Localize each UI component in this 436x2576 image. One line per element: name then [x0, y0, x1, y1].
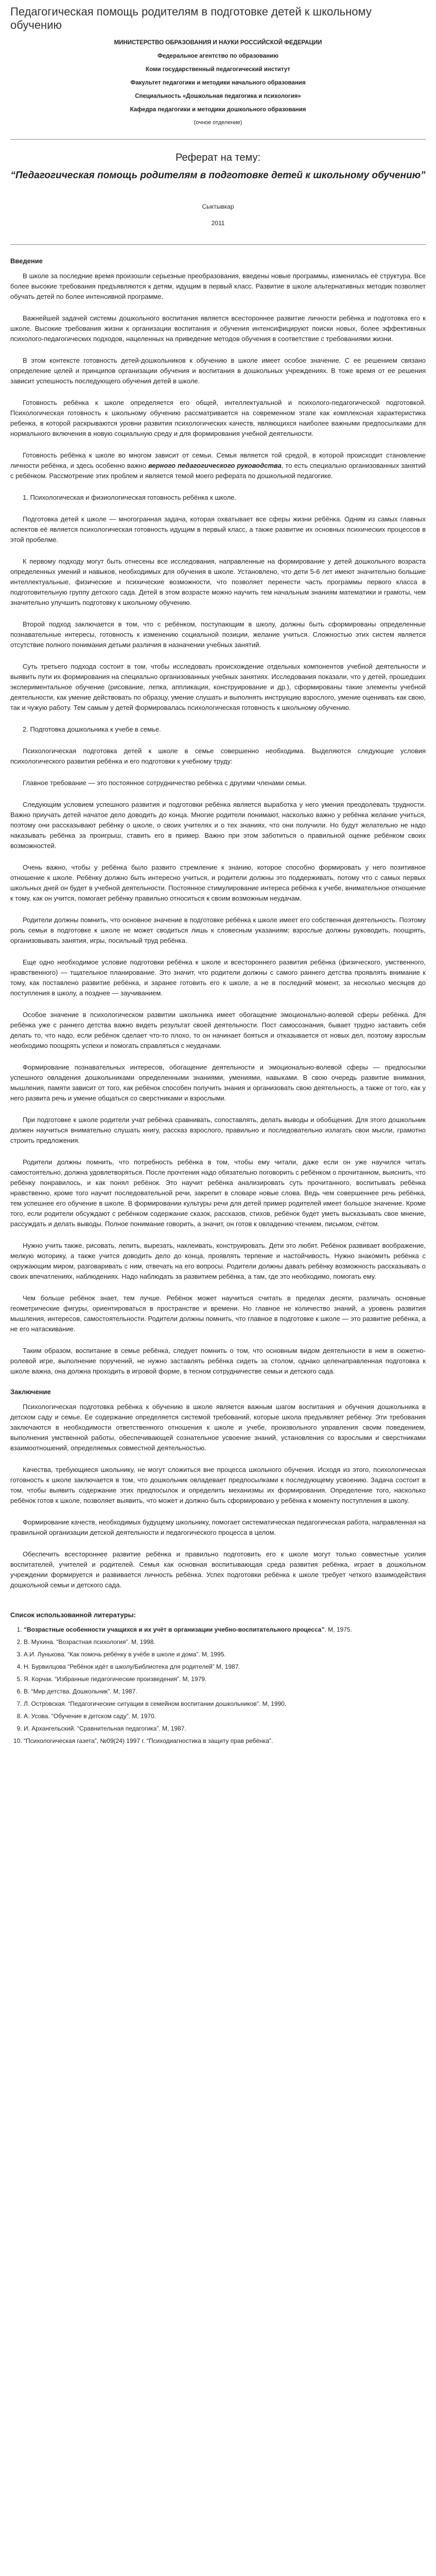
paragraph: Формирование качеств, необходимых будущему школьнику, помогает систематическая педагогическая работа, направленная на правильной организации детской деятельности и педагогического процесса в целом.: [10, 1518, 426, 1536]
list-item: [24, 1711, 426, 1721]
paragraph: Подготовка детей к школе — многогранная задача, которая охватывает все сферы жизни ребёнка. Одним из самых главных аспектов её является психологическая готовность идущим в первый класс, а также развитие их основных психических процессов в этой пробелме.: [10, 515, 426, 544]
paragraph: Нужно учить также, рисовать, лепить, вырезать, наклеивать, конструировать. Дети это любят. Ребёнок развивает воображение, мелкую моторику, а также учится доводить дело до конца, проявлять терпение и настойчивость. Нужно знакомить ребёнка с окружающим миром, разговаривать с ним, отвечать на его вопросы. Родители должны давать ребёнку возможность рассказывать о своих впечатлениях, наблюдениях. Надо наблюдать за развитием ребёнка, а там, где это необходимо, помогать ему.: [10, 1242, 426, 1280]
literature-heading: Список использованной литературы:: [10, 1611, 136, 1619]
paragraph-text: , то есть специально организованных занятий с ребёнком. Рассмотрение этих проблем и является темой моего реферата по дошкольной педагогике.: [10, 462, 426, 480]
paragraph: К первому подходу могут быть отнесены все исследования, направленные на формирование у детей дошкольного возраста определенных умений и навыков, необходимых для обучения в школе. Установлено, что дети 5-6 лет имеют значительно большие интеллектуальные, физические и психические возможности, что позволяет перенести часть программы первого класса в подготовительную группу детского сада. Детей в этом возрасте можно научить тем начальным знаниям математики и грамоты, чем значительно улучшить подготовку к школьному обучению.: [10, 557, 426, 606]
subheading: 1. Психологическая и физиологическая готовность ребёнка к школе.: [23, 494, 237, 501]
conclusion-heading: Заключение: [10, 1388, 51, 1396]
paragraph: Чем больше ребёнок знает, тем лучше. Ребёнок может научиться считать в пределах десяти, различать основные геометрические фигуры, ориентироваться в пространстве и времени. Но главное не количество знаний, а уровень развития мышления, интересов, самостоятельности. Родители должны помнить, что главное в подготовке к школе — это развитие ребёнка, а не его натаскивание.: [10, 1294, 426, 1333]
report-topic: “Педагогическая помощь родителям в подготовке детей к школьному обучению”: [10, 170, 426, 181]
intro-section: [10, 257, 426, 481]
emphasis-text: верного педагогического руководства: [148, 462, 282, 469]
city: Сыктывкар: [202, 203, 234, 210]
paragraph: Обеспечить всестороннее развитие ребёнка и правильно подготовить его к школе могут только совместные усилия воспитателей, учителей и родителей. Семья как основная воспитывающая среда развития ребёнка, играет в дошкольном учреждении формируется и развивается личность ребёнка. Успех подготовки ребёнка к школе требует четкого взаимодействия дошкольной семьи и детского сада.: [10, 1550, 426, 1589]
list-item: [24, 1687, 426, 1696]
item-text: А. Усова. “Обучение в детском саду”. М, 1970.: [24, 1713, 156, 1720]
item-text: . М, 1975.: [324, 1626, 352, 1633]
item-text: Н. Бурвилцова “Ребёнок идёт в школу/Библиотека для родителей” М, 1987.: [24, 1663, 240, 1670]
list-item: [24, 1699, 426, 1708]
divider: [10, 244, 426, 245]
list-item: [24, 1724, 426, 1733]
paragraph: В этом контексте готовность детей-дошкольников к обучению в школе имеет особое значение. С ее решением связано определение целей и принципов организации обучения и воспитания в дошкольных учреждениях. В тоже время от ее решения зависит успешность последующего обучения детей в школе.: [10, 357, 426, 385]
paragraph: Очень важно, чтобы у ребёнка было развито стремление к знанию, которое способно формировать у него позитивное отношение к школе. Ребёнку должно быть интересно учиться, и родители должны это поддерживать, потому что с самых первых школьных дней он будет в учебной деятельности. Постоянное стимулирование интереса ребёнка к учебе, внимательное отношение к тому, как он учится, помогает ребёнку правильно относиться к своим возможным неудачам.: [10, 863, 426, 902]
literature-list: [10, 1625, 426, 1745]
paragraph: Следующим условием успешного развития и подготовки ребёнка является выработка у него умения преодолевать трудности. Важно приучать детей начатое дело доводить до конца. Многие родители понимают, насколько важно у ребёнка желание учиться, поэтому они рассказывают ребёнку о школе, о своих учителях и о тех знаниях, что они получили. Но будут желательно не надо наказывать ребёнка за проигрыш, ставить его в пример. Важно при этом заботиться о правильной оценке ребёнком своих возможностей.: [10, 801, 426, 850]
institute-line: Коми государственный педагогический институт: [146, 66, 290, 73]
part1-section: [10, 493, 426, 735]
list-item: [24, 1736, 426, 1745]
item-text: Я. Корчак. “Избранные педагогические произведения”. М, 1979.: [24, 1675, 207, 1683]
item-text: Л. Островская. “Педагогические ситуации в семейном воспитании дошкольников”. М, 1990.: [24, 1700, 287, 1707]
paragraph: Второй подход заключается в том, что с ребёнком, поступающим в школу, должны быть сформированы определенные познавательные интересы, готовность к изменению социальной позиции, желание учиться. Сложностью этих систем является отсутствие полного понимания детьми различия в назначении учебных занятий.: [10, 620, 426, 649]
paragraph: Важнейшей задачей системы дошкольного воспитания является всестороннее развитие личности ребёнка и подготовка его к школе. Высокие требования жизни к организации воспитания и обучения интенсифицируют поиски новых, более эффективных психолого-педагогических подходов, нацеленных на приведение методов обучения в соответствие с требованиями жизни.: [10, 314, 426, 343]
subheading: 2. Подготовка дошкольника к учебе в семье.: [23, 725, 161, 733]
item-text: “Психологическая газета”, №09(24) 1997 г. “Психодиагностика в защиту прав ребёнка”.: [24, 1737, 273, 1744]
faculty-line: Факультет педагогики и методики начального образования: [130, 80, 306, 86]
literature-section: [10, 1611, 426, 1745]
paragraph: Психологическая подготовка ребёнка к обучению в школе является важным шагом воспитания и обучения дошкольника в детском саду и семье. Ее содержание определяется системой требований, которые школа предъявляет ребёнку. Эти требования заключаются в необходимости ответственного отношения к школе и учебе, произвольного управления своим поведением, выполнения умственной работы, обеспечивающей сознательное усвоение знаний, установления со взрослыми и сверстниками взаимоотношений, определяемых совместной деятельностью.: [10, 1403, 426, 1452]
year: 2011: [211, 219, 225, 227]
paragraph: Формирование познавательных интересов, обогащение деятельности и эмоционально-волевой сферы — предпосылки успешного овладения дошкольниками определенными знаниями, умениями, навыками. В свою очередь развитие внимания, мышления, памяти зависит от того, как ребёнок способен получить знания и организовать свою деятельность, а также от того, как у него развита речь и умение общаться со сверстниками и взрослыми.: [10, 1063, 426, 1102]
paragraph: Особое значение в психологическом развитии школьника имеет обогащение эмоционально-волевой сферы ребёнка. Для ребёнка уже с раннего детства важно видеть результат своей деятельности. Пост самосознания, бывает трудно заставить себя делать то, что надо, если ребёнок сделает что-то плохо, то он начинает бояться и отказывается от новых дел, поэтому взрослым необходимо поощрять успехи и помогать справляться с неудачами.: [10, 1011, 426, 1049]
paragraph: Еще одно необходимое условие подготовки ребёнка к школе и всестороннего развития ребёнка (физического, умственного, нравственного) — тщательное планирование. Это значит, что родители должны с самого раннего детства проявлять внимание к тому, как поставлено развитие ребёнка, и заранее готовить его к школе, а не в последний момент, за несколько месяцев до поступления в школу, а позднее — заучиванием.: [10, 958, 426, 997]
paragraph-text: Готовность ребёнка к школе во многом зависит от семьи. Семья является той средой, в которой происходит становление личности ребёнка, и здесь особенно важно: [10, 451, 426, 469]
item-text: В. “Мир детства. Дошкольник”. М, 1987.: [24, 1688, 137, 1695]
list-item: [24, 1637, 426, 1647]
document-title: Педагогическая помощь родителям в подготовке детей к школьному обучению: [10, 5, 372, 31]
agency-line: Федеральное агентство по образованию: [158, 53, 278, 59]
paragraph: Суть третьего подхода состоит в том, чтобы исследовать происхождение отдельных компонентов учебной деятельности и выявить пути их формирования на специально организованных учебных занятиях. Исследования показали, что у детей, прошедших экспериментальное обучение (рисование, лепка, аппликация, конструирование и др.), сформированы такие элементы учебной деятельности, как умение действовать по образцу, умение слушать и выполнять инструкцию взрослого, умение оценивать как свою, так и чужую работу. Тем самым у детей формировалась психологическая готовность к школьному обучению.: [10, 663, 426, 711]
item-text: А.И. Лунькова. “Как помочь ребёнку в учёбе в школе и дома”. М, 1995.: [24, 1651, 226, 1658]
cover-block: [10, 152, 426, 227]
title-page-header: [10, 39, 426, 126]
chair-line: Кафедра педагогики и методики дошкольного образования: [130, 107, 306, 113]
list-item: [24, 1662, 426, 1671]
paragraph: В школе за последние время произошли серьезные преобразования, введены новые программы, изменилась её структура. Все более высокие требования предъявляются к детям, идущим в первый класс. Развитие в школе альтернативных методик позволяет обучать детей по более интенсивной программе.: [10, 272, 426, 300]
ministry-line: МИНИСТЕРСТВО ОБРАЗОВАНИЯ И НАУКИ РОССИЙСКОЙ ФЕДЕРАЦИИ: [114, 40, 322, 46]
divider: [10, 139, 426, 140]
list-item: [24, 1625, 426, 1634]
conclusion-section: [10, 1388, 426, 1590]
paragraph: Родители должны помнить, что основное значение в подготовке ребёнка к школе имеет его собственная деятельность. Поэтому роль семьи в подготовке к школе не может сводиться лишь к словесным указаниям; взрослые должны руководить, поощрять, организовывать занятия, игры, посильный труд ребёнка.: [10, 916, 426, 944]
paragraph: Качества, требующиеся школьнику, не могут сложиться вне процесса школьного обучения. Исходя из этого, психологическая готовность к школе заключается в том, что дошкольник овладевает предпосылками к последующему усвоению. Задача состоит в том, чтобы выявить содержание этих предпосылок и определить механизмы их формирования. Определение того, насколько ребёнок готов к школе, позволяет выявить, что может и должно быть сформировано у ребёнка к моменту поступления в школу.: [10, 1466, 426, 1504]
paragraph: Родители должны помнить, что потребность ребёнка в том, чтобы ему читали, даже если он уже научился читать самостоятельно, должна удовлетворяться. После прочтения надо обязательно поговорить с ребёнком о прочитанном, выяснить, что ребёнку понравилось, и как понял ребёнок. Это научит ребёнка анализировать суть прочитанного, воспитывать ребёнка нравственно, кроме того научит последовательной речи, закрепит в словаре новые слова. Ведь чем совершеннее речь ребёнка, тем успешнее его обучение в школе. В формировании культуры речи для детей пример родителей имеет большое значение. Кроме того, если родители обсуждают с ребёнком содержание сказок, рассказов, стихов, ребёнок будет уметь высказывать свое мнение, рассуждать и делать выводы. Полное понимание говорить, а значит, он готов к овладению чтением, письмом, счётом.: [10, 1158, 426, 1228]
paragraph: Психологическая подготовка детей к школе в семье совершенно необходима. Выделяются следующие условия психологического развития ребёнка и его подготовки к учебному труду:: [10, 747, 426, 765]
paragraph: Готовность ребёнка к школе определяется его общей, интеллектуальной и психолого-педагогической подготовкой. Психологическая готовность к школьному обучению рассматривается на современном этапе как комплексная характеристика ребенка, в которой раскрываются уровни развития психологических качеств, являющихся наиболее важными предпосылками для нормального включения в новую социальную среду и для формирования учебной деятельности.: [10, 399, 426, 437]
item-title: “Возрастные особенности учащихся и их учёт в организации учебно-воспитательного процесса”: [24, 1626, 325, 1633]
list-item: [24, 1650, 426, 1659]
paragraph: Главное требование — это постоянное сотрудничество ребёнка с другими членами семьи.: [23, 779, 307, 787]
intro-heading: Введение: [10, 257, 43, 265]
item-text: В. Мухина. “Возрастная психология”. М, 1998.: [24, 1638, 155, 1646]
item-text: И. Архангельский. “Сравнительная педагогика”. М, 1987.: [24, 1725, 186, 1732]
paragraph: При подготовке к школе родители учат ребёнка сравнивать, сопоставлять, делать выводы и обобщения. Для этого дошкольник должен научиться внимательно слушать книгу, рассказ взрослого, правильно и последовательно излагать свои мысли, грамотно строить предложения.: [10, 1116, 426, 1144]
list-item: [24, 1674, 426, 1684]
specialty-line: Специальность «Дошкольная педагогика и психология»: [135, 93, 301, 99]
part2-section: [10, 746, 426, 1377]
paragraph: Таким образом, воспитание в семье ребёнка, следует помнить о том, что основным видом деятельности в нем в сюжетно-ролевой игре, выполнение поручений, не нужно заставлять ребёнка сидеть за столом, однако целенаправленная подготовка к школе важна, она должна проходить в игровой форме, в тесном сотрудничестве семьи и детского сада.: [10, 1347, 426, 1375]
report-label: Реферат на тему:: [176, 152, 260, 163]
study-form-line: (очное отделение): [194, 120, 242, 126]
paragraph: [10, 450, 426, 481]
